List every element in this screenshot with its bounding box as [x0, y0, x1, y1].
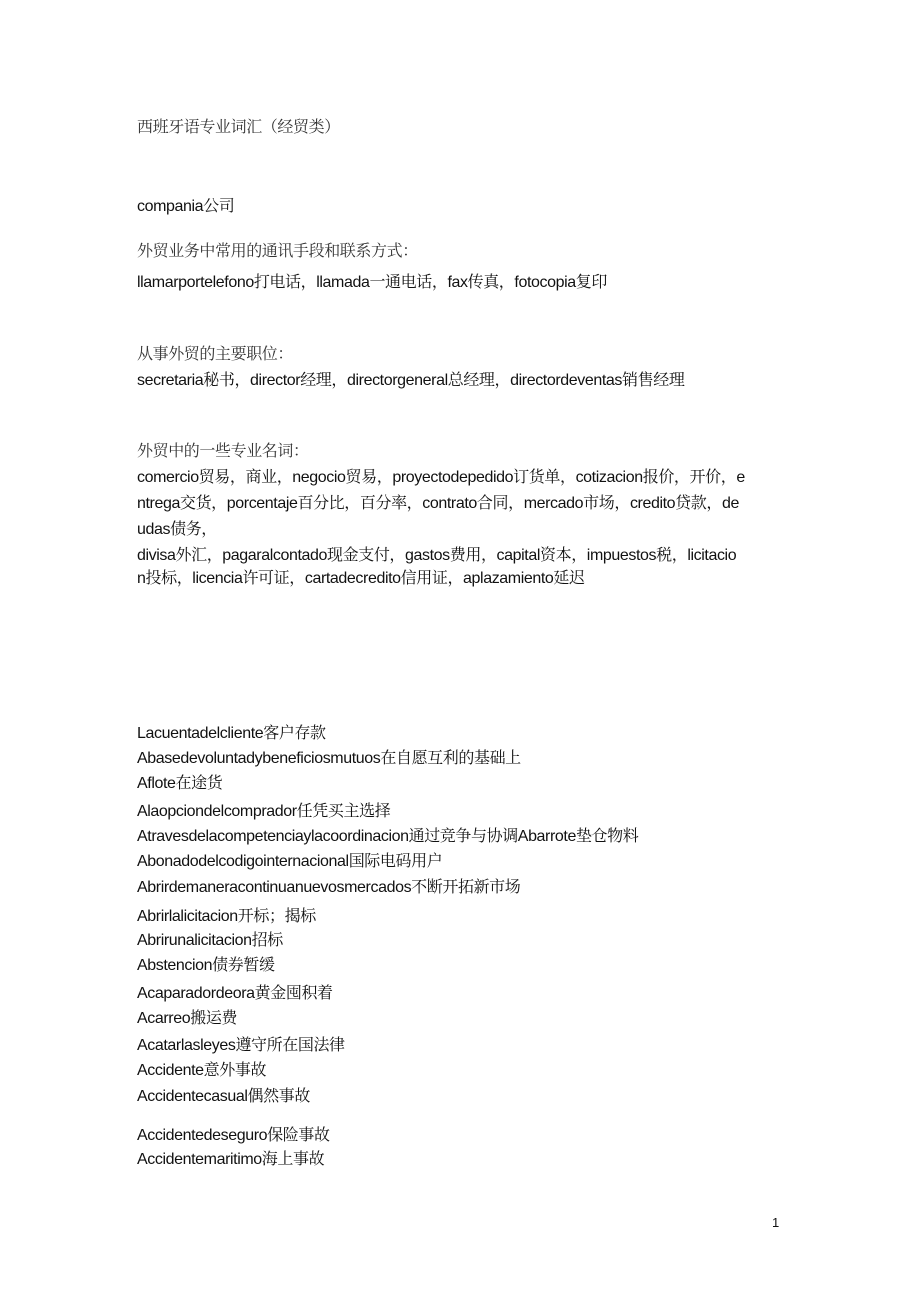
glossary-entry: Aflote在途货	[137, 775, 223, 792]
intro-word: compania公司	[137, 198, 235, 215]
section-heading: 从事外贸的主要职位：	[137, 346, 294, 363]
section-line: udas债务，	[137, 521, 217, 538]
glossary-entry: Lacuentadelcliente客户存款	[137, 725, 326, 742]
glossary-entry: Abrirdemaneracontinuanuevosmercados不断开拓新市场	[137, 879, 521, 896]
glossary-entry: Abonadodelcodigointernacional国际电码用户	[137, 853, 443, 870]
glossary-entry: Abstencion债券暂缓	[137, 957, 275, 974]
glossary-entry: Acaparadordeora黄金囤积着	[137, 985, 333, 1002]
section-line: n投标，licencia许可证，cartadecredito信用证，aplazamiento延迟	[137, 570, 585, 587]
glossary-entry: Acarreo搬运费	[137, 1010, 238, 1027]
section-line: divisa外汇，pagaralcontado现金支付，gastos费用，capital资本，impuestos税，licitacio	[137, 547, 737, 564]
glossary-entry: Abrirlalicitacion开标；揭标	[137, 908, 316, 925]
glossary-entry: Abasedevoluntadybeneficiosmutuos在自愿互利的基础上	[137, 750, 521, 767]
glossary-entry: Atravesdelacompetenciaylacoordinacion通过竞争与协调Abarrote垫仓物料	[137, 828, 639, 845]
glossary-entry: Abrirunalicitacion招标	[137, 932, 283, 949]
section-line: llamarportelefono打电话，llamada一通电话，fax传真，fotocopia复印	[137, 274, 607, 291]
document-title: 西班牙语专业词汇（经贸类）	[137, 119, 340, 136]
glossary-entry: Accidente意外事故	[137, 1062, 267, 1079]
section-heading: 外贸中的一些专业名词：	[137, 443, 309, 460]
section-line: ntrega交货，porcentaje百分比，百分率，contrato合同，mercado市场，credito贷款，de	[137, 495, 739, 512]
section-line: comercio贸易，商业，negocio贸易，proyectodepedido订货单，cotizacion报价，开价，e	[137, 469, 745, 486]
glossary-entry: Alaopciondelcomprador任凭买主选择	[137, 803, 391, 820]
glossary-entry: Accidentecasual偶然事故	[137, 1088, 310, 1105]
section-heading: 外贸业务中常用的通讯手段和联系方式：	[137, 243, 418, 260]
glossary-entry: Accidentedeseguro保险事故	[137, 1127, 330, 1144]
section-line: secretaria秘书，director经理，directorgeneral总经理，directordeventas销售经理	[137, 372, 685, 389]
page-number: 1	[772, 1215, 780, 1230]
glossary-entry: Acatarlasleyes遵守所在国法律	[137, 1037, 345, 1054]
glossary-entry: Accidentemaritimo海上事故	[137, 1151, 325, 1168]
